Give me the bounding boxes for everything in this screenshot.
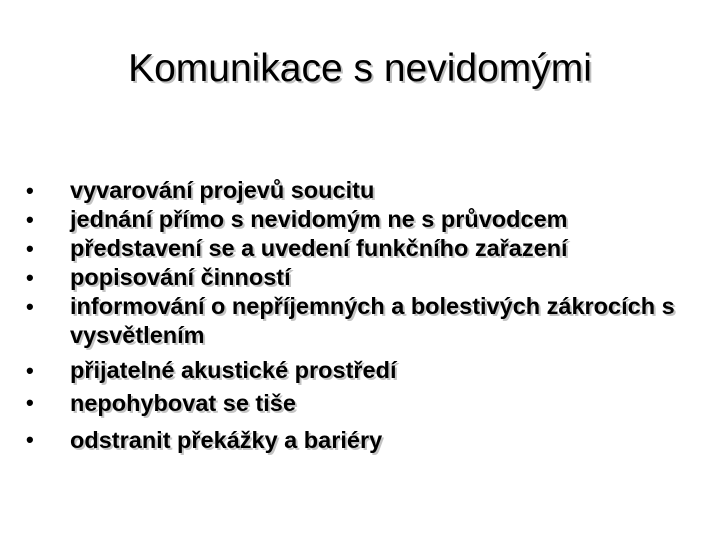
bullet-list bbox=[26, 174, 706, 458]
list-item-text: informování o nepříjemných a bolestivých zákrocích s vysvětlením bbox=[70, 293, 675, 348]
bullet-icon: • bbox=[26, 390, 34, 415]
bullet-icon: • bbox=[26, 358, 34, 383]
bullet-icon: • bbox=[26, 265, 34, 290]
list-item-text: vyvarování projevů soucitu bbox=[70, 177, 375, 203]
list-item bbox=[26, 176, 706, 205]
list-item-text: představení se a uvedení funkčního zařazení bbox=[70, 235, 568, 261]
bullet-icon: • bbox=[26, 236, 34, 261]
bullet-icon: • bbox=[26, 207, 34, 232]
list-item bbox=[26, 263, 706, 292]
list-item-text: nepohybovat se tiše bbox=[70, 390, 296, 416]
bullet-icon: • bbox=[26, 294, 34, 319]
bullet-icon: • bbox=[26, 426, 34, 452]
list-item bbox=[26, 205, 706, 234]
slide-title: Komunikace s nevidomými bbox=[128, 47, 592, 90]
list-item bbox=[26, 356, 706, 385]
list-item bbox=[26, 422, 706, 459]
list-item bbox=[26, 292, 706, 350]
list-item-text: přijatelné akustické prostředí bbox=[70, 357, 397, 383]
list-item-text: jednání přímo s nevidomým ne s průvodcem bbox=[70, 206, 568, 232]
list-item bbox=[26, 234, 706, 263]
list-item-text: odstranit překážky a bariéry bbox=[70, 426, 383, 453]
list-item-text: popisování činností bbox=[70, 264, 291, 290]
bullet-icon: • bbox=[26, 178, 34, 203]
list-item bbox=[26, 385, 706, 422]
